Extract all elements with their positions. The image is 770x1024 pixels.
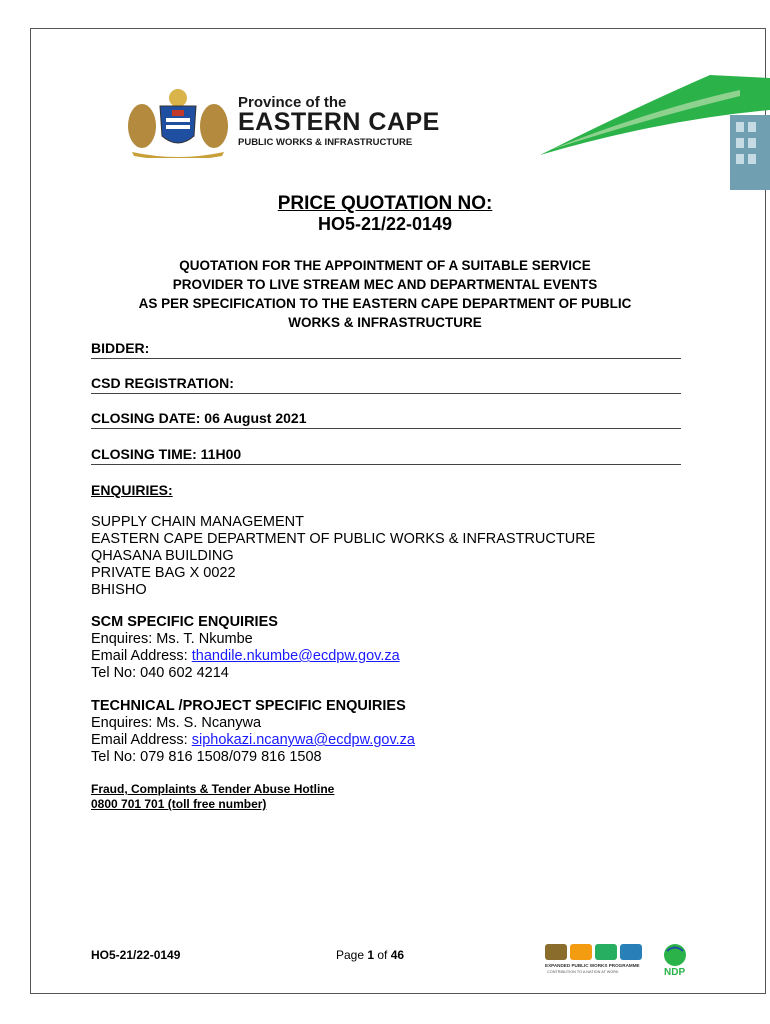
technical-email-link[interactable]: siphokazi.ncanywa@ecdpw.gov.za <box>191 732 415 748</box>
quotation-title: PRICE QUOTATION NO: <box>277 193 493 214</box>
department-name: PUBLIC WORKS & INFRASTRUCTURE <box>238 137 413 148</box>
address-line: QHASANA BUILDING <box>91 548 234 564</box>
province-name: EASTERN CAPE <box>238 108 440 136</box>
scm-tel: Tel No: 040 602 4214 <box>91 665 229 681</box>
scm-contact: Enquires: Ms. T. Nkumbe <box>91 631 253 647</box>
technical-email-label: Email Address: <box>91 732 192 748</box>
description-line: QUOTATION FOR THE APPOINTMENT OF A SUITABLE SERVICE <box>179 258 591 273</box>
footer-reference: HO5-21/22-0149 <box>91 948 181 962</box>
address-line: EASTERN CAPE DEPARTMENT OF PUBLIC WORKS & INFRASTRUCTURE <box>91 531 596 547</box>
quotation-description <box>80 256 690 332</box>
page-of: of <box>374 948 391 962</box>
enquiries-heading: ENQUIRIES: <box>91 482 173 498</box>
technical-email-row <box>91 732 415 749</box>
page-current: 1 <box>367 948 375 962</box>
technical-enquiries <box>91 698 415 766</box>
province-line: Province of the <box>238 94 347 111</box>
scm-heading: SCM SPECIFIC ENQUIRIES <box>91 614 278 630</box>
fraud-hotline-number: 0800 701 701 (toll free number) <box>91 797 267 811</box>
closing-date-field: CLOSING DATE: 06 August 2021 <box>91 410 681 429</box>
postal-address <box>91 514 595 599</box>
epwp-text: EXPANDED PUBLIC WORKS PROGRAMME <box>545 963 640 968</box>
quotation-number: HO5-21/22-0149 <box>317 214 453 234</box>
ndp-text: NDP <box>664 967 686 978</box>
page-total: 46 <box>390 948 405 962</box>
scm-email-link[interactable]: thandile.nkumbe@ecdpw.gov.za <box>191 648 400 664</box>
epwp-ndp-logo <box>543 942 691 978</box>
coat-of-arms-icon <box>122 88 234 158</box>
bidder-field: BIDDER: <box>91 340 681 359</box>
fraud-hotline <box>91 782 334 812</box>
technical-tel: Tel No: 079 816 1508/079 816 1508 <box>91 749 322 765</box>
epwp-subtext: CONTRIBUTION TO A NATION AT WORK <box>547 970 619 974</box>
description-line: AS PER SPECIFICATION TO THE EASTERN CAPE DEPARTMENT OF PUBLIC <box>138 296 632 311</box>
description-line: WORKS & INFRASTRUCTURE <box>288 315 482 330</box>
technical-contact: Enquires: Ms. S. Ncanywa <box>91 715 262 731</box>
page-number <box>336 948 404 962</box>
scm-email-label: Email Address: <box>91 648 192 664</box>
closing-time-field: CLOSING TIME: 11H00 <box>91 446 681 465</box>
fraud-hotline-label: Fraud, Complaints & Tender Abuse Hotline <box>91 782 335 796</box>
technical-heading: TECHNICAL /PROJECT SPECIFIC ENQUIRIES <box>91 698 406 714</box>
green-swoosh-graphic <box>540 70 770 190</box>
scm-email-row <box>91 648 400 665</box>
address-line: SUPPLY CHAIN MANAGEMENT <box>91 514 304 530</box>
page-prefix: Page <box>336 948 368 962</box>
csd-registration-field: CSD REGISTRATION: <box>91 375 681 394</box>
description-line: PROVIDER TO LIVE STREAM MEC AND DEPARTMENTAL EVENTS <box>172 277 598 292</box>
address-line: PRIVATE BAG X 0022 <box>91 565 236 581</box>
address-line: BHISHO <box>91 582 147 598</box>
scm-enquiries <box>91 614 400 682</box>
department-logo <box>122 88 482 160</box>
